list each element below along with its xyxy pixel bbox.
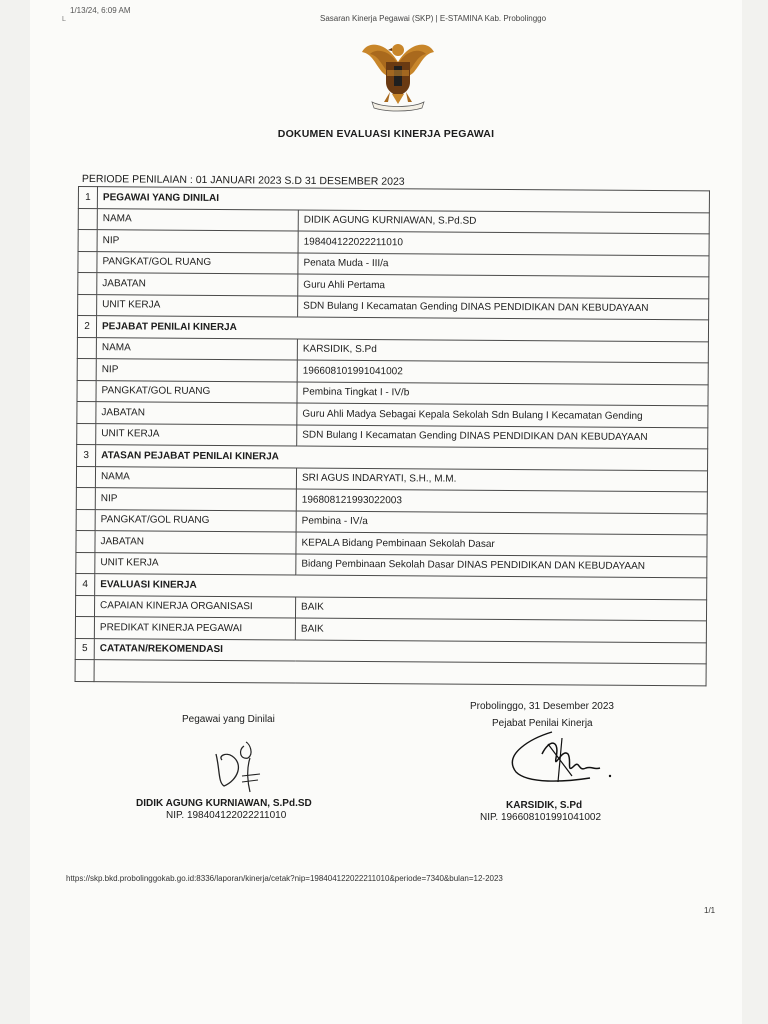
section-number-spacer (75, 659, 94, 681)
signer-right-title: Pejabat Penilai Kinerja (492, 718, 593, 729)
section-number-spacer (76, 466, 95, 488)
field-value: 196808121993022003 (296, 489, 707, 513)
field-label: NAMA (96, 337, 297, 360)
field-label: CAPAIAN KINERJA ORGANISASI (94, 595, 295, 618)
corner-mark: L (62, 16, 66, 23)
page-number: 1/1 (704, 906, 716, 915)
document-title: DOKUMEN EVALUASI KINERJA PEGAWAI (277, 128, 495, 140)
empty-notes-cell (94, 660, 706, 686)
section-number-spacer (78, 294, 97, 316)
field-value: SDN Bulang I Kecamatan Gending DINAS PENDIDIKAN DAN KEBUDAYAAN (298, 296, 709, 320)
document-page (30, 0, 742, 1024)
evaluation-table (75, 186, 710, 686)
section-number-spacer (76, 530, 95, 552)
field-value: BAIK (295, 597, 706, 621)
section-number-spacer (77, 358, 96, 380)
section-number-spacer (78, 230, 97, 252)
field-label: NAMA (97, 208, 298, 231)
field-value: 196608101991041002 (297, 360, 708, 384)
table-row (75, 659, 706, 685)
section-number: 3 (77, 444, 96, 466)
field-value: 198404122022211010 (298, 231, 709, 255)
section-number: 1 (78, 187, 97, 209)
field-label: UNIT KERJA (96, 423, 297, 446)
section-number-spacer (77, 401, 96, 423)
field-value: BAIK (295, 618, 706, 642)
signing-place-date: Probolinggo, 31 Desember 2023 (470, 701, 614, 712)
field-label: JABATAN (97, 273, 298, 296)
section-number-spacer (77, 337, 96, 359)
section-title: CATATAN/REKOMENDASI (94, 638, 706, 664)
section-number-spacer (75, 616, 94, 638)
field-label: PANGKAT/GOL RUANG (97, 251, 298, 274)
section-title: PEJABAT PENILAI KINERJA (96, 316, 708, 342)
print-datetime: 1/13/24, 6:09 AM (70, 6, 131, 15)
field-value: SDN Bulang I Kecamatan Gending DINAS PENDIDIKAN DAN KEBUDAYAAN (297, 425, 708, 449)
section-number: 2 (77, 316, 96, 338)
field-value: Guru Ahli Pertama (298, 274, 709, 298)
section-number-spacer (76, 509, 95, 531)
field-label: NAMA (95, 466, 296, 489)
field-value: Penata Muda - III/a (298, 253, 709, 277)
section-number-spacer (76, 552, 95, 574)
field-label: JABATAN (95, 531, 296, 554)
section-number-spacer (77, 380, 96, 402)
section-number-spacer (78, 251, 97, 273)
section-number: 5 (75, 638, 94, 660)
signature-left-icon (198, 730, 278, 796)
field-value: KEPALA Bidang Pembinaan Sekolah Dasar (296, 532, 707, 556)
section-number: 4 (76, 573, 95, 595)
site-title: Sasaran Kinerja Pegawai (SKP) | E-STAMINA Kab. Probolinggo (320, 14, 547, 23)
field-value: SRI AGUS INDARYATI, S.H., M.M. (296, 468, 707, 492)
signer-left-title: Pegawai yang Dinilai (182, 714, 275, 725)
field-label: JABATAN (96, 402, 297, 425)
garuda-emblem-icon (358, 32, 438, 114)
section-number-spacer (76, 487, 95, 509)
signer-right-nip: NIP. 196608101991041002 (480, 812, 602, 823)
field-value: Guru Ahli Madya Sebagai Kepala Sekolah Sdn Bulang I Kecamatan Gending (297, 403, 708, 427)
field-label: PANGKAT/GOL RUANG (95, 509, 296, 532)
section-number-spacer (78, 273, 97, 295)
assessment-period: PERIODE PENILAIAN : 01 JANUARI 2023 S.D 31 DESEMBER 2023 (81, 173, 405, 188)
signer-left-name: DIDIK AGUNG KURNIAWAN, S.Pd.SD (136, 798, 312, 809)
footer-url: https://skp.bkd.probolinggokab.go.id:8336/laporan/kinerja/cetak?nip=198404122022211010&periode=7340&bulan=12-2023 (66, 874, 503, 883)
field-value: Bidang Pembinaan Sekolah Dasar DINAS PENDIDIKAN DAN KEBUDAYAAN (296, 554, 707, 578)
signature-right-icon (482, 724, 622, 794)
signer-right-name: KARSIDIK, S.Pd (506, 800, 583, 811)
section-title: PEGAWAI YANG DINILAI (97, 187, 709, 213)
field-label: PANGKAT/GOL RUANG (96, 380, 297, 403)
signer-left-nip: NIP. 198404122022211010 (166, 810, 287, 821)
section-title: ATASAN PEJABAT PENILAI KINERJA (96, 445, 708, 471)
field-value: Pembina - IV/a (296, 511, 707, 535)
field-label: UNIT KERJA (95, 552, 296, 575)
field-label: NIP (96, 359, 297, 382)
field-value: DIDIK AGUNG KURNIAWAN, S.Pd.SD (298, 210, 709, 234)
field-value: Pembina Tingkat I - IV/b (297, 382, 708, 406)
section-number-spacer (77, 423, 96, 445)
section-number-spacer (75, 595, 94, 617)
field-value: KARSIDIK, S.Pd (297, 339, 708, 363)
section-title: EVALUASI KINERJA (95, 574, 707, 600)
field-label: NIP (95, 488, 296, 511)
field-label: PREDIKAT KINERJA PEGAWAI (94, 617, 295, 640)
section-number-spacer (78, 208, 97, 230)
field-label: NIP (97, 230, 298, 253)
field-label: UNIT KERJA (97, 294, 298, 317)
